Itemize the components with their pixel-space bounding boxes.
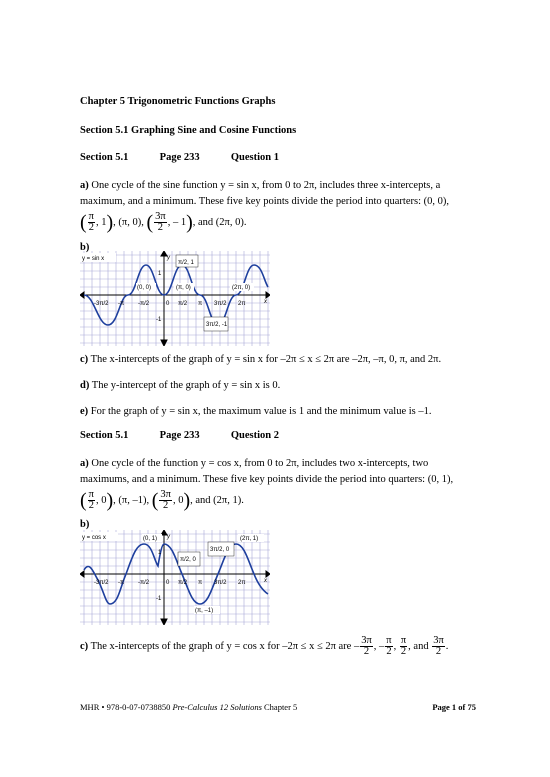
q2-a-text1: One cycle of the function y = cos x, from 0 to 2π, includes two x-intercepts, two	[91, 458, 429, 469]
sine-graph	[80, 251, 270, 346]
q1-part-c	[80, 352, 490, 368]
q2-c-sep2: ,	[393, 640, 397, 652]
q1-part-a	[80, 178, 490, 233]
cosine-func-label: y = cos x	[82, 535, 106, 541]
q2-a-label: a)	[80, 458, 89, 469]
q2-c-f1-num: 3π	[361, 635, 372, 646]
sine-max-label: π/2, 1	[178, 260, 194, 266]
cosine-tick-neg-pi-2: -π/2	[138, 580, 150, 586]
q2-a-frac1-den: 2	[88, 500, 94, 511]
q2-c-sep3: , and	[408, 640, 429, 652]
footer-left	[80, 702, 297, 712]
sine-tick-3pi-2: 3π/2	[214, 301, 227, 307]
q1-a-frac1-num: π	[88, 211, 94, 222]
cosine-tick-pi: π	[198, 580, 203, 586]
q2-c-text: The x-intercepts of the graph of y = cos x for –2π ≤ x ≤ 2π are –	[90, 640, 360, 652]
q2-a-frac2-num: 3π	[160, 489, 171, 500]
q2-c-sep1: , –	[373, 640, 385, 652]
q2-c-end: .	[445, 640, 449, 652]
sine-axes	[80, 251, 270, 346]
cosine-tick-2pi: 2π	[238, 580, 246, 586]
q2-c-f2-num: π	[386, 635, 392, 646]
cosine-y-neg1: -1	[156, 596, 162, 602]
q1-part-e	[80, 404, 490, 420]
cosine-tick-neg-3pi-2: -3π/2	[94, 580, 109, 586]
cosine-tick-pi-2: π/2	[178, 580, 188, 586]
footer-book-title: Pre-Calculus 12 Solutions	[172, 702, 262, 712]
q1-a-points: ( $\frac{\pi}{2}$ , 1), (π, 0), ( $\frac{3\pi}{2}$ , – 1), and (2π, 0).	[80, 211, 247, 234]
sine-zero-2pi-label: (2π, 0)	[232, 285, 251, 291]
q2-section: Section 5.1	[80, 430, 129, 441]
sine-tick-2pi: 2π	[238, 301, 246, 307]
q2-a-mid: , (π, –1),	[113, 494, 150, 506]
cosine-y-axis-label: y	[167, 534, 170, 540]
q1-d-label: d)	[80, 380, 90, 391]
cosine-x-axis-label: x	[264, 578, 267, 584]
q1-e-text: For the graph of y = sin x, the maximum value is 1 and the minimum value is –1.	[90, 406, 432, 417]
q2-a-points: ( $\frac{\pi}{2}$ , 0), (π, –1), ( $\frac{3\pi}{2}$ , 0), and (2π, 1).	[80, 489, 244, 512]
q1-question: Question 1	[230, 152, 280, 163]
q1-b-label: b)	[80, 242, 90, 253]
sine-x-axis-label: x	[264, 299, 267, 305]
sine-tick-neg-3pi-2: -3π/2	[94, 301, 109, 307]
sine-func-label: y = sin x	[82, 256, 105, 262]
cosine-3pi2-zero: 3π/2, 0	[210, 547, 230, 553]
cosine-min-label: (π, –1)	[195, 608, 214, 614]
q1-a-text1: One cycle of the sine function y = sin x, from 0 to 2π, includes three x-intercepts, a	[91, 180, 441, 191]
x-arrow-icon	[266, 292, 270, 298]
q1-a-pt2-tail: , – 1	[167, 216, 187, 228]
chapter-title: Chapter 5 Trigonometric Functions Graphs	[80, 96, 276, 107]
cosine-pi2-zero: π/2, 0	[180, 557, 196, 563]
q1-c-text: The x-intercepts of the graph of y = sin x for –2π ≤ x ≤ 2π are –2π, –π, 0, π, and 2π.	[90, 354, 442, 365]
sine-min-label: 3π/2, -1	[206, 322, 228, 328]
cosine-y-1: 1	[158, 550, 162, 556]
q1-a-mid: , (π, 0),	[113, 216, 144, 228]
cosine-axes	[80, 530, 270, 625]
cosine-tick-neg-pi: -π	[118, 580, 125, 586]
sine-tick-pi-2: π/2	[178, 301, 188, 307]
sine-y-1: 1	[158, 271, 162, 277]
cosine-pt-2pi-1: (2π, 1)	[240, 536, 259, 542]
footer-prefix: MHR • 978-0-07-0738850	[80, 702, 171, 712]
q2-page: Page 233	[159, 430, 200, 441]
q1-e-label: e)	[80, 406, 89, 417]
sine-tick-neg-pi: -π	[118, 301, 125, 307]
q2-c-f4-den: 2	[435, 646, 442, 657]
q1-c-label: c)	[80, 354, 89, 365]
q2-a-end: , and (2π, 1).	[190, 494, 244, 506]
q2-a-text2: maximums, and a minimum. These five key points divide the period into quarters: (0, 1),	[80, 474, 454, 485]
q1-header	[80, 152, 279, 163]
q2-c-f3-num: π	[400, 635, 407, 646]
q2-b-label: b)	[80, 519, 90, 530]
q1-a-label: a)	[80, 180, 89, 191]
cosine-pt-0-1: (0, 1)	[143, 536, 158, 542]
q1-a-end: , and (2π, 0).	[192, 216, 247, 228]
sine-zero-origin-label: (0, 0)	[137, 285, 152, 291]
q2-part-a	[80, 456, 490, 511]
section-title: Section 5.1 Graphing Sine and Cosine Functions	[80, 125, 297, 136]
q1-a-pt1-tail: , 1	[95, 216, 107, 228]
q1-part-d	[80, 378, 490, 394]
q2-a-pt1-tail: , 0	[95, 494, 107, 506]
q2-header	[80, 430, 279, 441]
q1-page: Page 233	[159, 152, 200, 163]
q1-a-frac1-den: 2	[88, 222, 94, 233]
q2-c-label: c)	[80, 640, 89, 652]
sine-y-axis-label: y	[167, 255, 170, 261]
q2-c-f4-num: 3π	[433, 635, 444, 646]
q1-a-frac2-num: 3π	[155, 211, 166, 222]
q2-c-f2-den: 2	[386, 646, 392, 657]
q2-question: Question 2	[230, 430, 280, 441]
sine-zero-pi-label: (π, 0)	[176, 285, 191, 291]
cosine-tick-0: 0	[166, 580, 170, 586]
q2-c-f1-den: 2	[363, 646, 370, 657]
q1-a-frac2-den: 2	[157, 222, 164, 233]
q2-c-f3-den: 2	[400, 646, 407, 657]
footer-chapter: Chapter 5	[264, 702, 298, 712]
q2-part-c	[80, 636, 500, 657]
q2-a-frac2-den: 2	[163, 500, 169, 511]
cosine-tick-3pi-2: 3π/2	[214, 580, 227, 586]
cosine-graph	[80, 530, 270, 625]
sine-y-neg1: -1	[156, 317, 162, 323]
sine-tick-0: 0	[166, 301, 170, 307]
footer-page-number: Page 1 of 75	[432, 702, 476, 712]
q1-d-text: The y-intercept of the graph of y = sin x is 0.	[91, 380, 281, 391]
sine-tick-neg-pi-2: -π/2	[138, 301, 150, 307]
q2-a-pt2-tail: , 0	[172, 494, 184, 506]
q2-a-frac1-num: π	[88, 489, 94, 500]
q1-a-text2: maximum, and a minimum. These five key points divide the period into quarters: (0, 0),	[80, 196, 449, 207]
sine-tick-pi: π	[198, 301, 203, 307]
q1-section: Section 5.1	[80, 152, 129, 163]
